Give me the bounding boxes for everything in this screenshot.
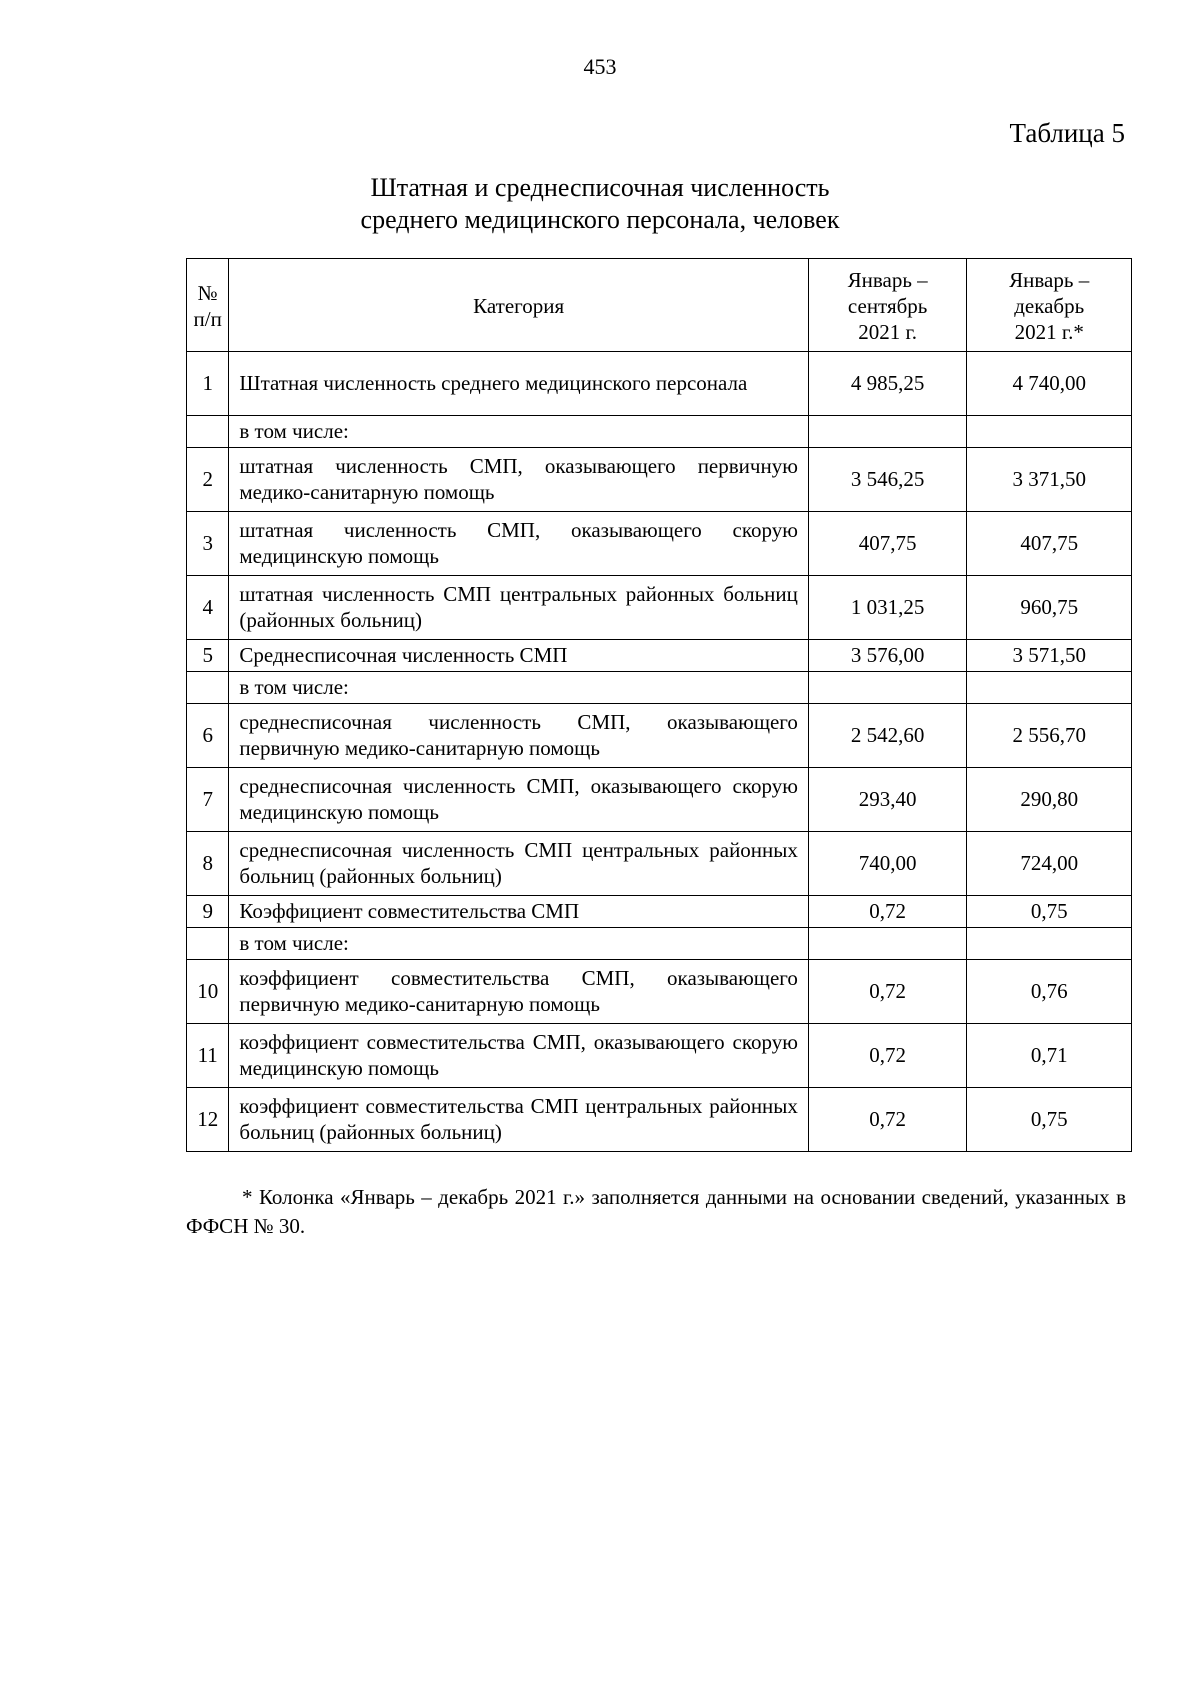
- row-number: 1: [187, 352, 229, 416]
- table-header-row: [187, 259, 1132, 352]
- header-jan-sep-line-3: 2021 г.: [858, 320, 918, 344]
- row-value-jan-sep: 1 031,25: [808, 576, 967, 640]
- row-category: коэффициент совместительства СМП, оказывающего скорую медицинскую помощь: [229, 1024, 809, 1088]
- table-row: [187, 416, 1132, 448]
- row-category: коэффициент совместительства СМП, оказывающего первичную медико-санитарную помощь: [229, 960, 809, 1024]
- table-row: [187, 896, 1132, 928]
- table-row: [187, 928, 1132, 960]
- table-row: [187, 576, 1132, 640]
- header-jan-dec-line-1: Январь –: [1009, 268, 1090, 292]
- row-value-jan-sep: [808, 928, 967, 960]
- row-category: Среднесписочная численность СМП: [229, 640, 809, 672]
- row-value-jan-sep: [808, 672, 967, 704]
- row-category: штатная численность СМП, оказывающего скорую медицинскую помощь: [229, 512, 809, 576]
- row-number: 2: [187, 448, 229, 512]
- row-number: 12: [187, 1088, 229, 1152]
- row-value-jan-sep: 0,72: [808, 960, 967, 1024]
- row-value-jan-sep: 0,72: [808, 1088, 967, 1152]
- header-jan-dec-line-3: 2021 г.*: [1014, 320, 1084, 344]
- row-number: 11: [187, 1024, 229, 1088]
- row-value-jan-dec: 724,00: [967, 832, 1132, 896]
- row-value-jan-dec: 407,75: [967, 512, 1132, 576]
- row-category: Штатная численность среднего медицинского персонала: [229, 352, 809, 416]
- table-row: [187, 704, 1132, 768]
- row-value-jan-dec: 2 556,70: [967, 704, 1132, 768]
- table-row: [187, 1088, 1132, 1152]
- row-value-jan-dec: 0,76: [967, 960, 1132, 1024]
- row-value-jan-dec: 3 371,50: [967, 448, 1132, 512]
- table-title: [0, 172, 1200, 236]
- row-value-jan-dec: 0,71: [967, 1024, 1132, 1088]
- row-number: [187, 416, 229, 448]
- table-row: [187, 960, 1132, 1024]
- row-value-jan-sep: 3 576,00: [808, 640, 967, 672]
- row-number: 9: [187, 896, 229, 928]
- row-number: 4: [187, 576, 229, 640]
- row-value-jan-sep: 3 546,25: [808, 448, 967, 512]
- page-number: 453: [583, 54, 617, 79]
- row-value-jan-sep: [808, 416, 967, 448]
- row-number: [187, 928, 229, 960]
- row-number: [187, 672, 229, 704]
- row-value-jan-dec: 3 571,50: [967, 640, 1132, 672]
- row-value-jan-dec: [967, 928, 1132, 960]
- row-category: в том числе:: [229, 928, 809, 960]
- table-row: [187, 352, 1132, 416]
- row-number: 10: [187, 960, 229, 1024]
- row-category: штатная численность СМП, оказывающего первичную медико-санитарную помощь: [229, 448, 809, 512]
- row-value-jan-dec: [967, 416, 1132, 448]
- header-jan-dec: [967, 259, 1132, 352]
- table-title-line-1: Штатная и среднесписочная численность: [370, 173, 830, 202]
- row-category: среднесписочная численность СМП центральных районных больниц (районных больниц): [229, 832, 809, 896]
- row-category: в том числе:: [229, 416, 809, 448]
- row-category: коэффициент совместительства СМП центральных районных больниц (районных больниц): [229, 1088, 809, 1152]
- header-jan-sep: [808, 259, 967, 352]
- row-value-jan-sep: 0,72: [808, 1024, 967, 1088]
- row-number: 3: [187, 512, 229, 576]
- table-row: [187, 672, 1132, 704]
- row-value-jan-dec: 0,75: [967, 1088, 1132, 1152]
- row-value-jan-sep: 293,40: [808, 768, 967, 832]
- row-category: штатная численность СМП центральных районных больниц (районных больниц): [229, 576, 809, 640]
- table-row: [187, 448, 1132, 512]
- header-jan-sep-line-2: сентябрь: [847, 294, 928, 318]
- header-number-line-1: №: [197, 281, 218, 305]
- row-category: в том числе:: [229, 672, 809, 704]
- row-number: 7: [187, 768, 229, 832]
- row-value-jan-sep: 2 542,60: [808, 704, 967, 768]
- table-row: [187, 768, 1132, 832]
- staffing-table: [186, 258, 1132, 1152]
- header-jan-dec-line-2: декабрь: [1014, 294, 1085, 318]
- table-title-line-2: среднего медицинского персонала, человек: [360, 205, 840, 234]
- table-row: [187, 640, 1132, 672]
- row-number: 5: [187, 640, 229, 672]
- row-category: среднесписочная численность СМП, оказывающего первичную медико-санитарную помощь: [229, 704, 809, 768]
- row-value-jan-sep: 0,72: [808, 896, 967, 928]
- row-value-jan-dec: 0,75: [967, 896, 1132, 928]
- row-number: 8: [187, 832, 229, 896]
- header-number-line-2: п/п: [193, 307, 222, 331]
- header-number: [187, 259, 229, 352]
- row-value-jan-sep: 740,00: [808, 832, 967, 896]
- footnote: * Колонка «Январь – декабрь 2021 г.» заполняется данными на основании сведений, указанных в ФФСН № 30.: [186, 1185, 1126, 1238]
- table-row: [187, 832, 1132, 896]
- row-value-jan-sep: 4 985,25: [808, 352, 967, 416]
- row-value-jan-dec: [967, 672, 1132, 704]
- row-value-jan-dec: 4 740,00: [967, 352, 1132, 416]
- row-category: Коэффициент совместительства СМП: [229, 896, 809, 928]
- header-jan-sep-line-1: Январь –: [847, 268, 928, 292]
- row-value-jan-dec: 290,80: [967, 768, 1132, 832]
- table-label: Таблица 5: [1009, 118, 1125, 148]
- table-row: [187, 1024, 1132, 1088]
- row-category: среднесписочная численность СМП, оказывающего скорую медицинскую помощь: [229, 768, 809, 832]
- row-number: 6: [187, 704, 229, 768]
- table-row: [187, 512, 1132, 576]
- row-value-jan-dec: 960,75: [967, 576, 1132, 640]
- header-category: Категория: [229, 259, 809, 352]
- row-value-jan-sep: 407,75: [808, 512, 967, 576]
